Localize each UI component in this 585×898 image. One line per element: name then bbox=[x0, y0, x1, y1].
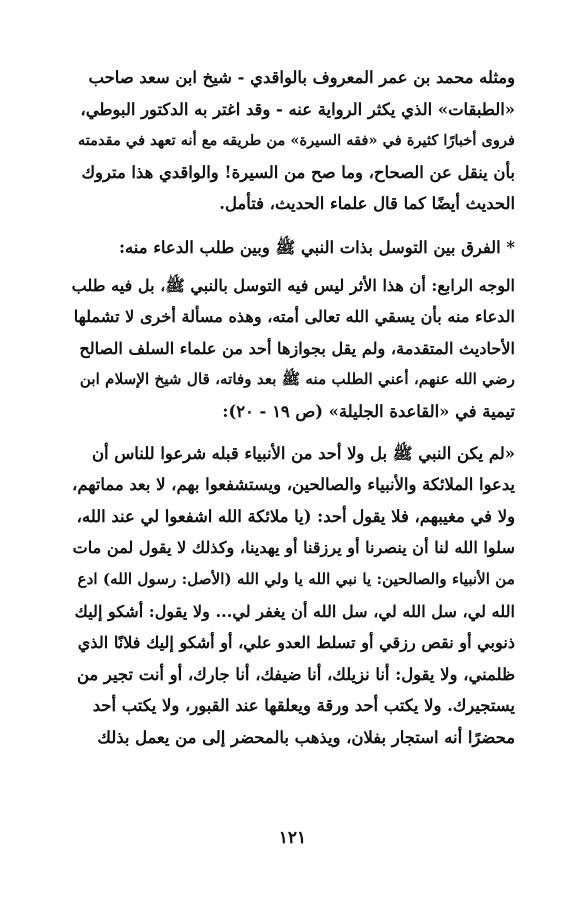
section-heading: * الفرق بين التوسل بذات النبي ﷺ وبين طلب الدعاء منه: bbox=[118, 237, 515, 257]
text-line: رضي الله عنهم، أعني الطلب منه ﷺ بعد وفاته، قال شيخ الإسلام ابن bbox=[79, 370, 515, 389]
text-line: ولا في مغيبهم، فلا يقول أحد: (يا ملائكة الله اشفعوا لي عند الله، bbox=[76, 506, 515, 526]
text-line: فروى أخبارًا كثيرة في «فقه السيرة» من طريقه مع أنه تعهد في مقدمته bbox=[77, 132, 515, 150]
text-line: «الطبقات» الذي يكثر الرواية عنه - وقد اغتر به الدكتور البوطي، bbox=[80, 99, 515, 119]
text-line: الأحاديث المتقدمة، ولم يقل بجوازها أحد من علماء السلف الصالح bbox=[79, 338, 515, 358]
text-line: محضرًا أنه استجار بفلان، ويذهب بالمحضر إلى من يعمل بذلك bbox=[97, 727, 515, 747]
text-line: ظلمني، ولا يقول: أنا نزيلك، أنا ضيفك، أنا جارك، أو أنت تجير من bbox=[76, 664, 515, 684]
text-line: تيمية في «القاعدة الجليلة» (ص ١٩ - ٢٠): bbox=[222, 401, 515, 421]
text-line: الحديث أيضًا كما قال علماء الحديث، فتأمل. bbox=[219, 194, 515, 214]
paragraph-waqidi bbox=[72, 62, 515, 220]
text-line: يدعوا الملائكة والأنبياء والصالحين، ويستشفعوا بهم، لا بعد مماتهم، bbox=[72, 475, 515, 495]
page-number: ١٢١ bbox=[278, 828, 307, 848]
paragraph-fourth-aspect bbox=[72, 270, 515, 428]
text-line: ومثله محمد بن عمر المعروف بالواقدي - شيخ ابن سعد صاحب bbox=[88, 68, 515, 87]
text-line: الوجه الرابع: أن هذا الأثر ليس فيه التوسل بالنبي ﷺ، بل فيه طلب bbox=[71, 275, 515, 295]
paragraph-quotation bbox=[72, 438, 515, 754]
text-line: بأن ينقل عن الصحاح، وما صح من السيرة! والواقدي هذا متروك bbox=[81, 162, 515, 182]
text-line: الله لي، سل الله لي، سل الله أن يغفر لي... ولا يقول: أشكو إليك bbox=[74, 601, 515, 621]
text-line: «لم يكن النبي ﷺ بل ولا أحد من الأنبياء قبله شرعوا للناس أن bbox=[92, 443, 515, 463]
paragraph-gap bbox=[72, 428, 515, 438]
text-line: من الأنبياء والصالحين: يا نبي الله يا ولي الله (الأصل: رسول الله) ادع bbox=[77, 569, 515, 588]
text-line: يستجيرك. ولا يكتب أحد ورقة ويعلقها عند القبور، ولا يكتب أحد bbox=[92, 696, 515, 716]
text-line: ذنوبي أو نقص رزقي أو تسلط العدو علي، أو أشكو إليك فلانًا الذي bbox=[77, 633, 515, 653]
text-line: سلوا الله لنا أن ينصرنا أو يرزقنا أو يهدينا، وكذلك لا يقول لمن مات bbox=[72, 538, 515, 558]
text-line: الدعاء منه بأن يسقي الله تعالى أمته، وهذه مسألة أخرى لا تشملها bbox=[73, 307, 515, 327]
